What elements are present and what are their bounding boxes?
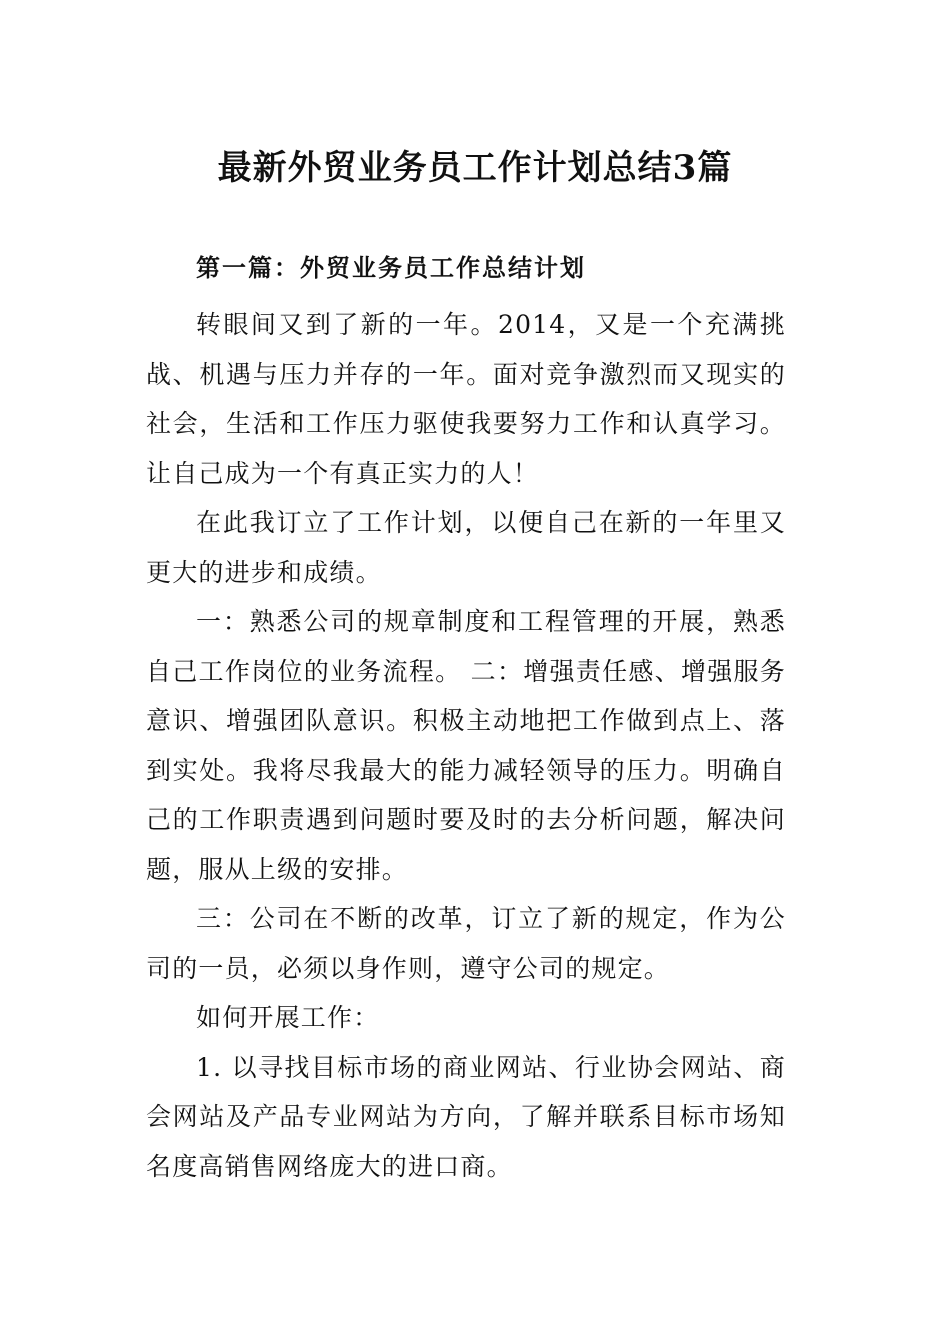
paragraph-intro: 转眼间又到了新的一年。2014，又是一个充满挑战、机遇与压力并存的一年。面对竞争激烈而又现实的社会，生活和工作压力驱使我要努力工作和认真学习。让自己成为一个有真正实力的人！ bbox=[146, 310, 786, 488]
section-heading: 第一篇：外贸业务员工作总结计划 bbox=[196, 253, 586, 282]
paragraph-point-three: 三：公司在不断的改革，订立了新的规定，作为公司的一员，必须以身作则，遵守公司的规定。 bbox=[146, 904, 786, 983]
document-body bbox=[146, 300, 786, 1191]
paragraph-item-1: 1. 以寻找目标市场的商业网站、行业协会网站、商会网站及产品专业网站为方向，了解并联系目标市场知名度高销售网络庞大的进口商。 bbox=[146, 1052, 786, 1181]
paragraph-how-to: 如何开展工作： bbox=[196, 1003, 380, 1032]
document-title: 最新外贸业务员工作计划总结3篇 bbox=[217, 148, 733, 188]
paragraph-plan: 在此我订立了工作计划，以便自己在新的一年里又更大的进步和成绩。 bbox=[146, 508, 786, 587]
paragraph-points-one-two: 一：熟悉公司的规章制度和工程管理的开展，熟悉自己工作岗位的业务流程。 二：增强责任感、增强服务意识、增强团队意识。积极主动地把工作做到点上、落到实处。我将尽我最大的能力减轻领导的压力。明确自己的工作职责遇到问题时要及时的去分析问题，解决问题，服从上级的安排。 bbox=[146, 607, 786, 884]
